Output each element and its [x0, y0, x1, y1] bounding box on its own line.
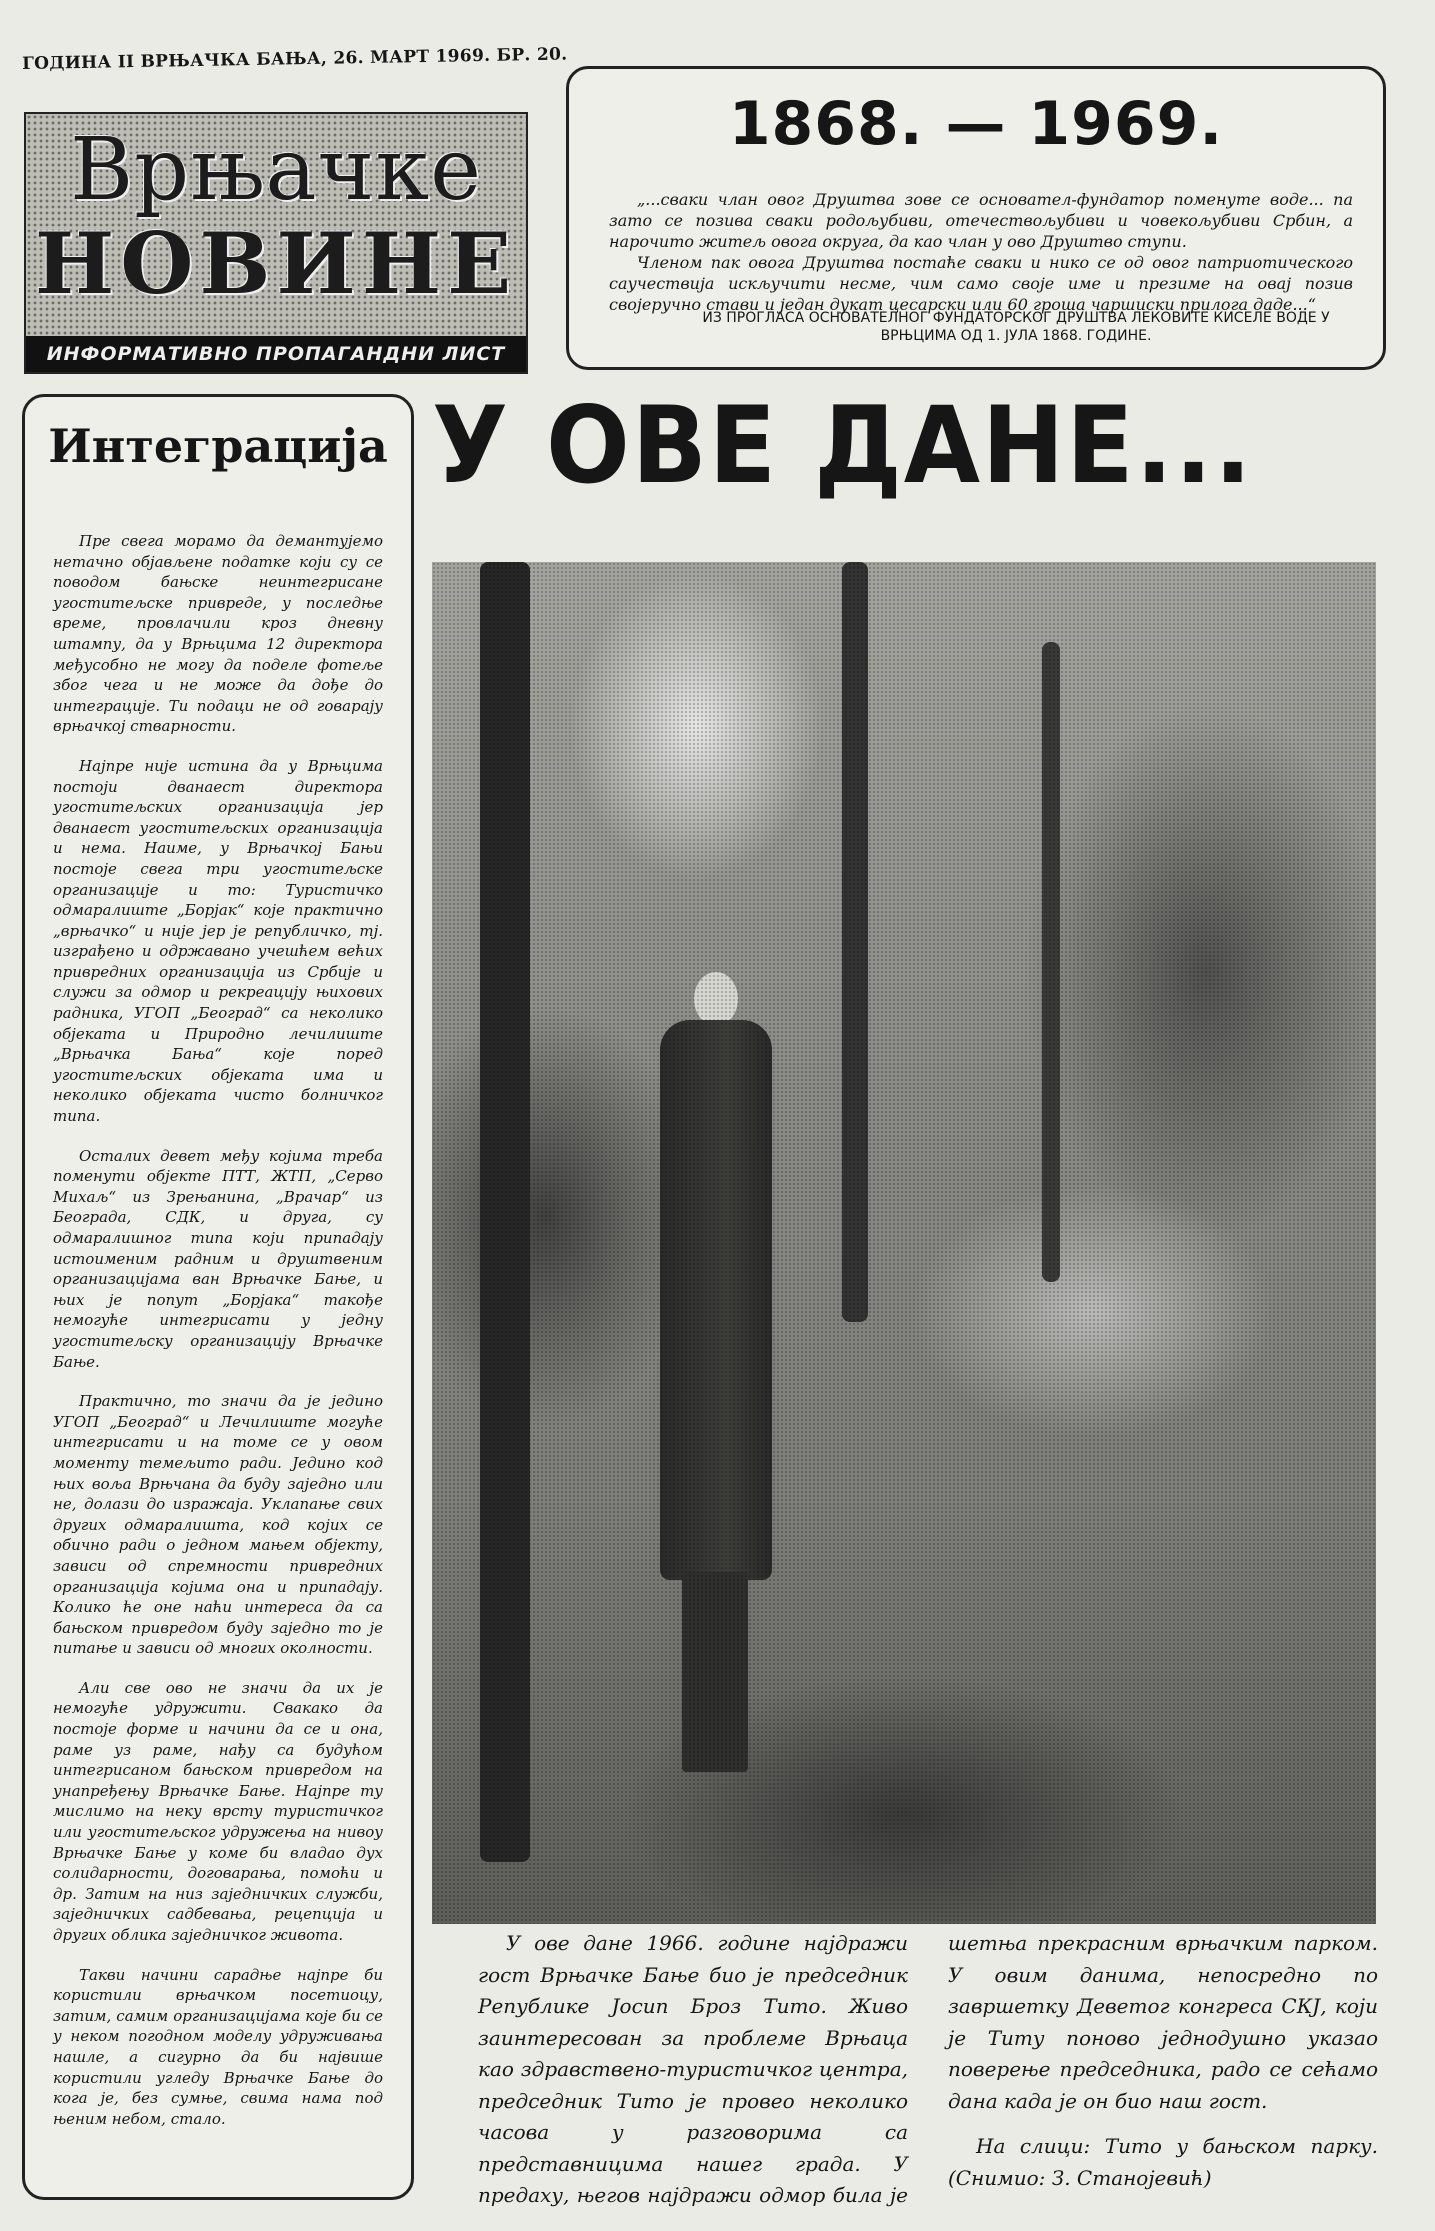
park-photo [432, 562, 1376, 1924]
quote-paragraph: „...сваки члан овог Друштва зове се оснoвател-фундатор поменуте воде... па зато се позива сваки родољубиви, отечествољубиви и човекољубиви Србин, а нарочито житељ овога округа, да као члан у ово Друштво ступи. [609, 190, 1353, 251]
article-paragraph: Пре свега морамо да демантујемо нетачно објављене податке који су се поводом бањске неинтегрисане угоститељске привреде, у последње време, провлачили кроз дневну штампу, да у Врњцима 12 директора међусобно не могу да поделе фотеље због чега и не може да дође до интеграције. Ти подаци не од говарају врњачкој стварности. [53, 532, 383, 736]
feature-headline: У ОВЕ ДАНЕ... [432, 384, 1254, 507]
dateline: ГОДИНА II ВРЊАЧКА БАЊА, 26. МАРТ 1969. БР. 20. [22, 44, 568, 74]
masthead-name-line1: Врњачке [69, 120, 482, 220]
article-paragraph: Најпре није истина да у Врњцима постоји дванаест директора угоститељских организација јер дванаест угоститељских организација и нема. Наиме, у Врњачкој Бањи постоје свега три угоститељске организације и то: Туристичко одмаралиште „Борјак“ које практично „врњачко“ и није јер је републичко, тј. изграђено и одржавано учешћем већих привредних организација из Србије и служи за одмор и рекреацију њихових радника, УГОП „Београд“ са неколико објеката и Природно лечилиште „Врњачка Бања“ које поред угоститељских објеката има и неколико објеката чисто болничког типа. [53, 756, 383, 1126]
quote-paragraph: Членом пак овога Друштва постаће сваки и нико се од овог патриотического саучествија искључити несме, чим само своје име и презиме на овај позив својеручно стави и један дукат цесарски или 60 гроша чаршиски прилога даде...“ [609, 253, 1353, 314]
caption-text: У ове дане 1966. године најдражи гост Врњачке Бање био је председник Републике Јосип Броз Тито. Живо заинтересован за проблеме Врњаца као здравствено-туристичког центра, председник Тито је провео неколико часова у разговорима са представницима нашег града. У предаху, његов најдражи одмор била је шетња прекрасним врњачким парком. У овим данима, непосредно по завршетку Деветог конгреса СКЈ, који је Титу поново једнодушно указао поверење председника, радо се сећамо дана када је он био наш гост. [478, 1931, 1378, 2207]
article-body [53, 531, 383, 2148]
article-paragraph: Осталих девет међу којима треба поменути објекте ПТТ, ЖТП, „Серво Михаљ“ из Зрењанина, „Врачар“ из Београда, СДК, и друга, су одмаралишног типа који припадају истоименим радним и друштвеним организацијама ван Врњачке Бање, и њих је попут „Борјака“ такође немогуће интегрисати у једну угоститељску организацију Врњачке Бање. [53, 1146, 383, 1371]
article-paragraph: Али све ово не значи да их је немогуће удружити. Свакако да постоје форме и начини да се и она, раме уз раме, нађу са будућом интегрисаном бањском привредом на унапређењу Врњачке Бање. Најпре ту мислимо на неку врсту туристичког или угоститељског удружења на нивоу Врњачке Бање у коме би владао дух солидарности, договарања, помоћи и др. Затим на низ заједничких служби, заједничких садбевања, рецепција и других облика заједничког живота. [53, 1678, 383, 1944]
photo-caption [478, 1928, 1378, 2218]
anniversary-years: 1868. — 1969. [728, 89, 1224, 159]
integration-article [22, 394, 414, 2200]
quote-text [609, 189, 1353, 315]
article-title: Интеграција [48, 419, 388, 473]
article-paragraph: Практично, то значи да је једино УГОП „Београд“ и Лечилиште могуће интегрисати и на томе се у овом моменту темељито ради. Једино код њих воља Врњчана да буду заједно или не, долази до изражаја. Уклапање свих других одмаралишта, код којих се обично ради о једном мањем објекту, зависи од спремности привредних организација којима она и припадају. Колико ће оне наћи интереса да са бањском привредом буду заједно то је питање и зависи од многих околности. [53, 1392, 383, 1658]
anniversary-quote-box [566, 66, 1386, 370]
masthead-tagline: ИНФОРМАТИВНО ПРОПАГАНДНИ ЛИСТ [26, 336, 526, 372]
article-paragraph: Такви начини сарадње најпре би користили врњачком посетиоцу, затим, самим организацијама које би се у неком погодном моделу удруживања нашле, а сигурно да би највише користили угледу Врњачке Бање до кога је, без сумње, свима нама под њеним небом, стало. [53, 1965, 383, 2128]
quote-source: ИЗ ПРОГЛАСА ОСНОВАТЕЛНОГ ФУНДАТОРСКОГ ДРУШТВА ЛЕКОВИТЕ КИСЕЛЕ ВОДЕ У ВРЊЦИМА ОД 1. ЈУЛА 1868. ГОДИНЕ. [702, 310, 1330, 344]
masthead-name-line2: НОВИНЕ [34, 214, 518, 313]
masthead-logo [24, 112, 528, 374]
photo-credit: На слици: Тито у бањском парку. (Снимио: З. Станојевић) [948, 2134, 1378, 2190]
